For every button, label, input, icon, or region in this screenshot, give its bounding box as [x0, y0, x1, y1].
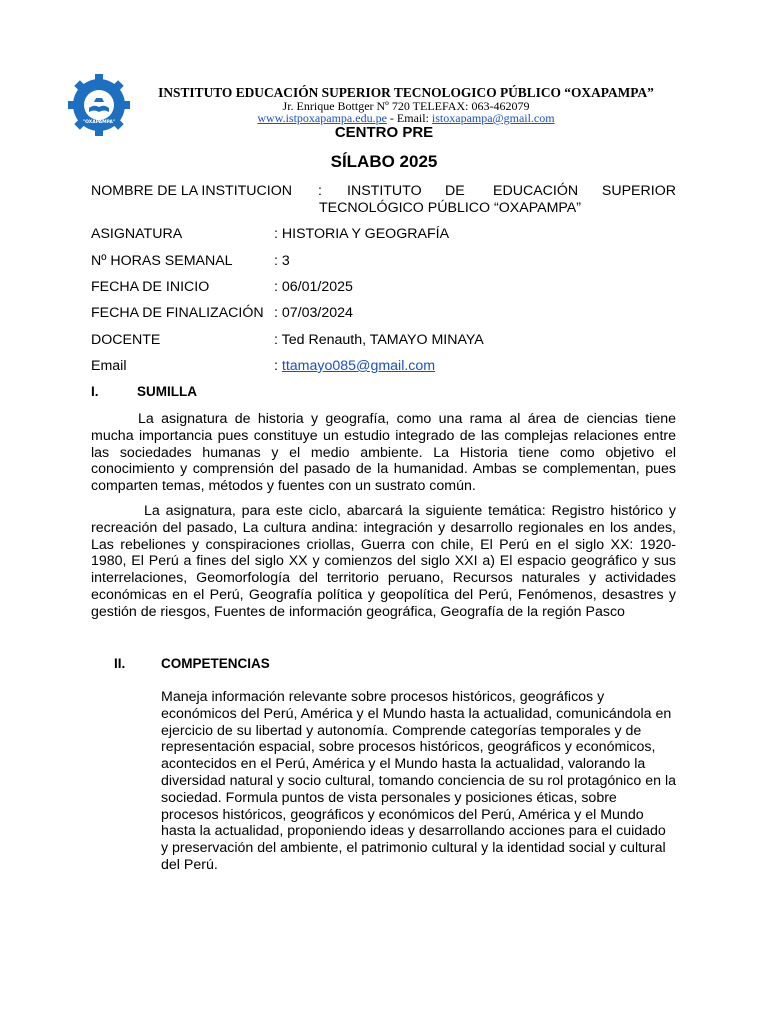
asignatura-value: : HISTORIA Y GEOGRAFÍA: [274, 226, 450, 242]
text-line: hasta la actualidad, proponiendo ideas y desarrollando acciones para el cuidado: [161, 823, 666, 840]
sumilla-paragraph-2: La asignatura, para este ciclo, abarcará la siguiente temática: Registro histórico y recreación del pasado, La cultura andina: integración y desarrollo regionales en los andes, Las rebeliones y conspiraciones criollas, Guerra con chile, El Perú en el siglo XX: 1920-1980, El Perú a fines del siglo XX y comienzos del siglo XXI a) El espacio geográfico y sus interrelaciones, Geomorfología del territorio peruano, Recursos naturales y actividades económicas en el Perú, Geografía política y geopolítica del Perú, Fenómenos, desastres y gestión de riesgos, Fuentes de información geográfica, Geografía de la región Pasco: [91, 503, 676, 620]
website-link[interactable]: www.istpoxapampa.edu.pe: [257, 111, 387, 125]
text-line: procesos históricos, geográficos y económicos del Perú, América y el Mundo: [161, 806, 644, 823]
text-line: del Perú.: [161, 856, 218, 873]
text-line: acontecidos en el Perú, América y el Mundo hasta la actualidad, valorando la: [161, 756, 646, 773]
institution-value-word: SUPERIOR: [601, 183, 676, 199]
institution-value-word: EDUCACIÓN: [493, 183, 579, 199]
horas-value: : 3: [274, 253, 290, 269]
institution-value-word: INSTITUTO: [347, 183, 422, 199]
fecha-fin-label: FECHA DE FINALIZACIÓN: [91, 305, 264, 321]
email-link[interactable]: istoxapampa@gmail.com: [431, 111, 555, 125]
separator: -: [389, 111, 394, 125]
centro-pre-title: CENTRO PRE: [334, 124, 434, 141]
svg-text:"OXAPAMPA": "OXAPAMPA": [82, 120, 116, 125]
sumilla-paragraph-1: La asignatura de historia y geografía, como una rama al área de ciencias tiene mucha importancia pues constituye un estudio integrado de las complejas relaciones entre las sociedades humanas y el medio ambiente. La Historia tiene como objetivo el conocimiento y comprensión del pasado de la humanidad. Ambas se complementan, pues comparten temas, métodos y fuentes con un sustrato común.: [91, 411, 676, 495]
email-row-label: Email: [91, 358, 127, 374]
institution-value-word: :: [318, 183, 322, 199]
institute-title: INSTITUTO EDUCACIÓN SUPERIOR TECNOLOGICO PÚBLICO “OXAPAMPA”: [158, 85, 654, 100]
sumilla-heading: SUMILLA: [137, 384, 197, 399]
competencias-heading: COMPETENCIAS: [161, 656, 270, 671]
fecha-fin-value: : 07/03/2024: [274, 305, 353, 321]
text-line: económicos del Perú, América y el Mundo hasta la actualidad, comunicándola en: [161, 705, 672, 722]
institution-label: NOMBRE DE LA INSTITUCION: [91, 183, 293, 199]
docente-label: DOCENTE: [91, 332, 161, 348]
text-line: ejercicio de su libertad y autonomía. Comprende categorías temporales y de: [161, 722, 642, 739]
asignatura-label: ASIGNATURA: [91, 226, 183, 242]
institution-row: [91, 183, 676, 201]
institution-value-word: DE: [445, 183, 465, 199]
institute-address: Jr. Enrique Bottger Nº 720 TELEFAX: 063-462079: [282, 99, 530, 113]
horas-label: Nº HORAS SEMANAL: [91, 253, 233, 269]
docente-value: : Ted Renauth, TAMAYO MINAYA: [274, 332, 484, 348]
silabo-title: SÍLABO 2025: [330, 152, 438, 171]
section-number: II.: [114, 656, 126, 671]
email-row-value: [274, 358, 435, 374]
text-line: y preservación del ambiente, el patrimonio cultural y la identidad social y cultural: [161, 840, 666, 857]
text-line: sociedad. Formula puntos de vista personales y posiciones éticas, sobre: [161, 789, 617, 806]
competencias-paragraph: [161, 689, 681, 874]
fecha-inicio-value: : 06/01/2025: [274, 279, 353, 295]
email-label: Email:: [396, 111, 429, 125]
text-line: representación espacial, sobre procesos históricos, geográficos y económicos,: [161, 739, 656, 756]
section-number: I.: [91, 384, 99, 399]
institution-value-line2: TECNOLÓGICO PÚBLICO “OXAPAMPA”: [319, 200, 581, 216]
fecha-inicio-label: FECHA DE INICIO: [91, 279, 210, 295]
text-line: diversidad natural y socio cultural, tomando conciencia de su rol protagónico en la: [161, 772, 676, 789]
email-colon: :: [274, 358, 278, 374]
text-line: Maneja información relevante sobre procesos históricos, geográficos y: [161, 689, 605, 705]
docente-email-link[interactable]: ttamayo085@gmail.com: [281, 358, 436, 374]
